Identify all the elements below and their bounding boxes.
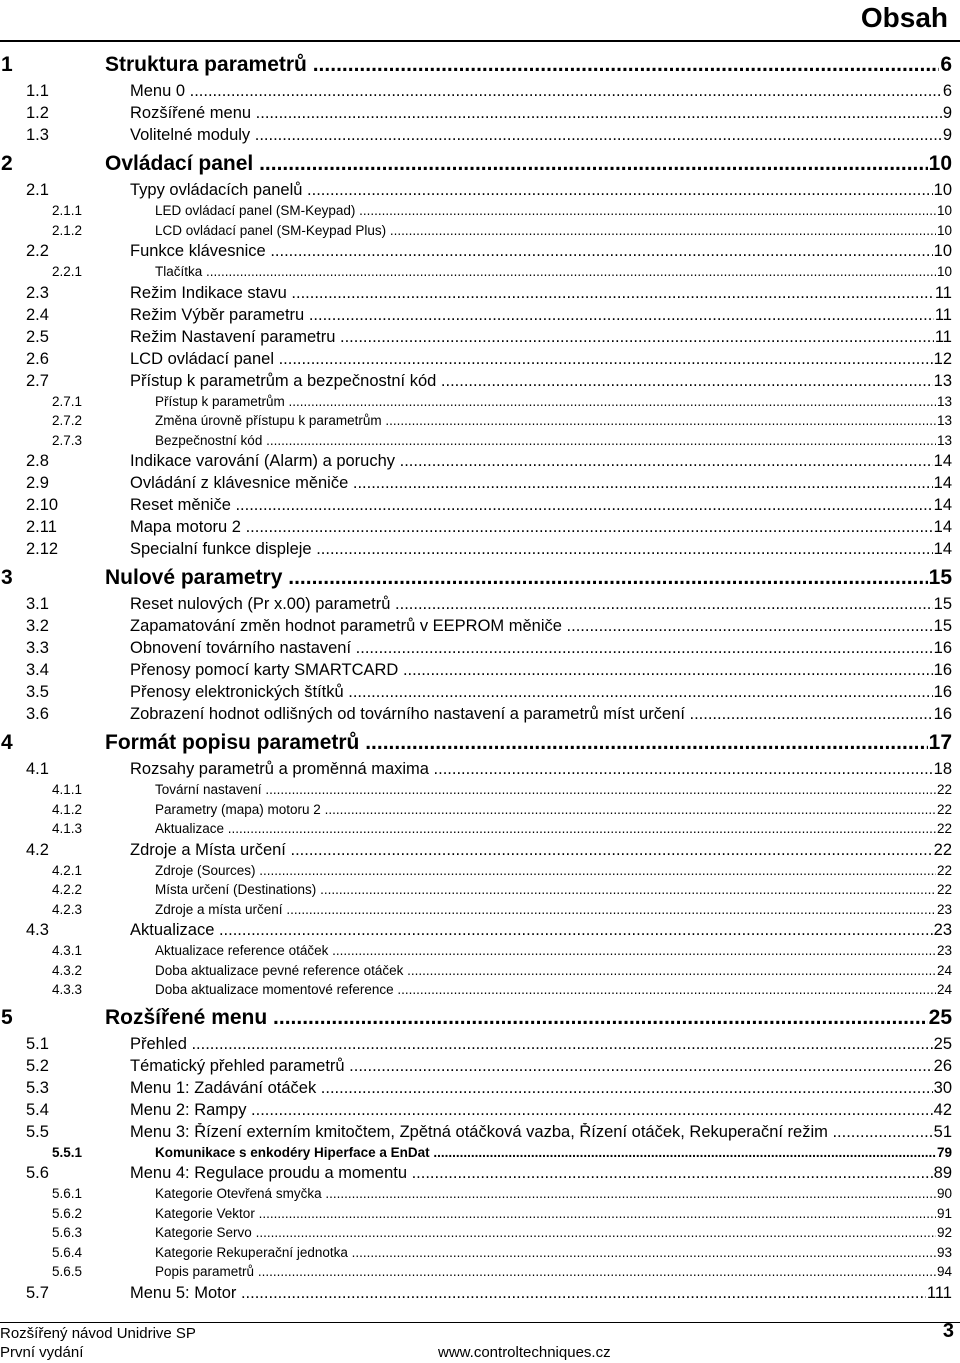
toc-entry-page: 10 (936, 203, 952, 218)
toc-entry[interactable] (0, 1264, 960, 1284)
toc-entry-title: Nulové parametry ..... (105, 566, 928, 590)
toc-entry-title: Režim Indikace stavu ..... (130, 284, 934, 303)
toc-entry-number: 5.6.1 (52, 1186, 83, 1201)
toc-entry-page: 14 (933, 496, 952, 514)
toc-entry-page: 51 (933, 1122, 952, 1141)
toc-entry-number: 3.6 (26, 705, 49, 723)
toc-entry-number: 4.1.2 (52, 801, 83, 817)
toc-entry-page: 13 (936, 413, 952, 428)
toc-entry-title: Popis parametrů ..... (155, 1264, 936, 1279)
toc-entry-number: 5.6.5 (52, 1264, 83, 1279)
toc-entry-page: 10 (933, 242, 952, 260)
toc-entry-title: Zdroje a Místa určení ..... (130, 841, 933, 860)
toc-entry-page: 79 (936, 1144, 952, 1160)
toc-entry-title: Struktura parametrů ..... (105, 53, 939, 77)
manual-name: Rozšířený návod Unidrive SP (0, 1325, 196, 1342)
toc-entry-title: Zdroje a místa určení ..... (155, 902, 936, 917)
toc-entry-title: Funkce klávesnice ..... (130, 242, 933, 261)
toc-entry-number: 2.7 (26, 371, 49, 390)
toc-entry-number: 2 (1, 152, 13, 175)
toc-entry[interactable] (0, 1284, 960, 1306)
toc-entry[interactable] (0, 1164, 960, 1186)
toc-entry-page: 11 (934, 283, 952, 302)
toc-entry-page: 11 (934, 327, 952, 346)
toc-entry-title: Režim Nastavení parametru ..... (130, 328, 934, 347)
toc-entry[interactable] (0, 223, 960, 243)
toc-entry-title: Přenosy pomocí karty SMARTCARD ..... (130, 661, 933, 680)
toc-entry[interactable] (0, 413, 960, 433)
toc-entry[interactable] (0, 350, 960, 372)
toc-entry[interactable] (0, 1123, 960, 1145)
toc-entry-number: 2.1.2 (52, 222, 83, 238)
toc-entry-title: Aktualizace ..... (155, 821, 936, 836)
toc-entry[interactable] (0, 284, 960, 306)
edition-label: První vydání (0, 1344, 84, 1361)
toc-entry-number: 5.6 (26, 1164, 49, 1182)
toc-entry-page: 25 (928, 1005, 952, 1029)
toc-entry[interactable] (0, 152, 960, 181)
toc-entry-number: 5.2 (26, 1056, 49, 1075)
toc-entry-title: Menu 4: Regulace proudu a momentu ..... (130, 1164, 933, 1183)
toc-entry-page: 23 (936, 901, 952, 917)
toc-entry-number: 5.6.4 (52, 1244, 83, 1260)
toc-entry[interactable] (0, 452, 960, 474)
toc-entry-title: Tématický přehled parametrů ..... (130, 1057, 933, 1076)
footer-divider (0, 1322, 960, 1323)
toc-entry-title: Menu 1: Zadávání otáček ..... (130, 1079, 933, 1098)
toc-entry-title: Tlačítka ..... (155, 264, 936, 279)
toc-entry-page: 18 (933, 760, 952, 778)
toc-entry-title: Přístup k parametrům ..... (155, 394, 936, 409)
toc-entry-page: 9 (942, 104, 952, 122)
toc-entry-page: 91 (936, 1205, 952, 1221)
toc-entry[interactable] (0, 306, 960, 328)
toc-entry-number: 3.1 (26, 595, 49, 613)
toc-entry-number: 4.2.3 (52, 901, 83, 917)
toc-entry-title: Změna úrovně přístupu k parametrům ..... (155, 413, 936, 428)
toc-entry-page: 14 (933, 518, 952, 536)
toc-entry-number: 4.3.2 (52, 962, 83, 978)
toc-entry[interactable] (0, 639, 960, 661)
toc-entry[interactable] (0, 760, 960, 782)
toc-entry-number: 3.3 (26, 639, 49, 657)
toc-entry-page: 6 (942, 82, 952, 100)
toc-entry-page: 30 (933, 1078, 952, 1097)
toc-entry-page: 92 (936, 1225, 952, 1240)
toc-entry-page: 24 (936, 982, 952, 997)
toc-entry-page: 15 (933, 617, 952, 635)
table-of-contents (0, 53, 960, 1306)
toc-entry-number: 2.9 (26, 474, 49, 492)
toc-entry-number: 2.1.1 (52, 203, 83, 218)
toc-entry-title: Menu 0 ..... (130, 82, 942, 101)
toc-entry-title: Reset měniče ..... (130, 496, 933, 515)
toc-entry-title: Parametry (mapa) motoru 2 ..... (155, 802, 936, 817)
toc-entry-number: 2.7.1 (52, 393, 83, 409)
toc-entry-number: 2.6 (26, 349, 49, 368)
toc-entry-title: Doba aktualizace pevné reference otáček ..... (155, 963, 936, 978)
toc-entry-title: Místa určení (Destinations) ..... (155, 882, 936, 897)
toc-entry[interactable] (0, 617, 960, 639)
website-link[interactable]: www.controltechniques.cz (438, 1344, 611, 1361)
toc-entry[interactable] (0, 1035, 960, 1057)
toc-entry-page: 14 (933, 540, 952, 558)
toc-entry-title: Rozšířené menu ..... (105, 1006, 928, 1030)
toc-entry[interactable] (0, 1057, 960, 1079)
toc-entry-page: 90 (936, 1186, 952, 1201)
toc-entry[interactable] (0, 394, 960, 414)
toc-entry-page: 16 (933, 661, 952, 679)
toc-entry-number: 2.5 (26, 327, 49, 346)
toc-entry-title: Zobrazení hodnot odlišných od továrního nastavení a parametrů míst určení ..... (130, 705, 933, 724)
toc-entry-title: Komunikace s enkodéry Hiperface a EnDat ..... (155, 1145, 936, 1160)
toc-entry-page: 17 (928, 731, 952, 754)
toc-entry-title: Menu 2: Rampy ..... (130, 1101, 933, 1120)
toc-entry-page: 42 (933, 1100, 952, 1119)
toc-entry-number: 5.3 (26, 1078, 49, 1097)
toc-entry[interactable] (0, 863, 960, 883)
toc-entry-page: 22 (933, 840, 952, 859)
toc-entry-page: 14 (933, 452, 952, 470)
toc-entry-title: Aktualizace ..... (130, 921, 933, 940)
toc-entry-number: 2.10 (26, 496, 59, 514)
toc-entry-page: 22 (936, 862, 952, 878)
toc-entry[interactable] (0, 982, 960, 1002)
toc-entry-page: 23 (936, 943, 952, 958)
toc-entry[interactable] (0, 963, 960, 983)
toc-entry[interactable] (0, 731, 960, 760)
toc-entry[interactable] (0, 540, 960, 562)
toc-entry-title: Formát popisu parametrů ..... (105, 731, 928, 755)
toc-entry[interactable] (0, 203, 960, 223)
toc-entry-title: Ovládací panel ..... (105, 152, 928, 176)
toc-entry-number: 2.2.1 (52, 264, 83, 279)
toc-entry-page: 13 (936, 393, 952, 409)
toc-entry-page: 11 (934, 305, 952, 324)
toc-entry-number: 1.3 (26, 126, 49, 144)
toc-entry-title: Menu 3: Řízení externím kmitočtem, Zpětná otáčková vazba, Řízení otáček, Rekuperační režim ..... (130, 1123, 933, 1142)
toc-entry[interactable] (0, 1079, 960, 1101)
toc-entry-number: 4.2.2 (52, 882, 83, 897)
toc-entry-number: 5.6.3 (52, 1225, 83, 1240)
toc-entry-page: 111 (926, 1283, 952, 1302)
toc-entry[interactable] (0, 882, 960, 902)
toc-entry-number: 2.11 (26, 518, 57, 536)
toc-entry[interactable] (0, 1186, 960, 1206)
toc-entry-title: LCD ovládací panel ..... (130, 350, 933, 369)
toc-entry[interactable] (0, 821, 960, 841)
toc-entry-page: 6 (940, 53, 952, 76)
toc-entry[interactable] (0, 474, 960, 496)
toc-entry-number: 5.4 (26, 1100, 49, 1119)
toc-entry-page: 22 (936, 782, 952, 797)
toc-entry-number: 3 (1, 566, 13, 589)
toc-entry[interactable] (0, 1101, 960, 1123)
toc-entry[interactable] (0, 496, 960, 518)
toc-entry-title: Specialní funkce displeje ..... (130, 540, 933, 559)
toc-entry-title: Doba aktualizace momentové reference ..... (155, 982, 936, 997)
toc-entry[interactable] (0, 242, 960, 264)
toc-entry-number: 4.2 (26, 840, 49, 859)
toc-entry[interactable] (0, 921, 960, 943)
toc-entry-title: Indikace varování (Alarm) a poruchy ..... (130, 452, 933, 471)
toc-entry-number: 2.8 (26, 452, 49, 470)
toc-entry-page: 14 (933, 474, 952, 492)
toc-entry-number: 4.1 (26, 760, 49, 778)
toc-entry[interactable] (0, 683, 960, 705)
toc-entry-page: 93 (936, 1244, 952, 1260)
toc-entry-title: Režim Výběr parametru ..... (130, 306, 934, 325)
toc-entry-number: 5.5.1 (52, 1144, 83, 1160)
toc-entry-page: 10 (936, 264, 952, 279)
toc-entry[interactable] (0, 705, 960, 727)
toc-entry[interactable] (0, 264, 960, 284)
toc-entry[interactable] (0, 82, 960, 104)
toc-entry[interactable] (0, 53, 960, 82)
toc-entry-number: 5.6.2 (52, 1205, 83, 1221)
toc-entry-title: Obnovení továrního nastavení ..... (130, 639, 933, 658)
toc-entry-page: 94 (936, 1264, 952, 1279)
toc-entry-title: Přenosy elektronických štítků ..... (130, 683, 933, 702)
toc-entry-page: 10 (936, 222, 952, 238)
toc-entry-page: 9 (942, 126, 952, 144)
toc-entry-number: 2.7.3 (52, 432, 83, 448)
toc-entry[interactable] (0, 518, 960, 540)
toc-entry-title: Kategorie Otevřená smyčka ..... (155, 1186, 936, 1201)
toc-entry-page: 16 (933, 683, 952, 701)
toc-entry-number: 2.4 (26, 305, 49, 324)
toc-entry-title: Přístup k parametrům a bezpečnostní kód ..... (130, 372, 933, 391)
toc-entry[interactable] (0, 661, 960, 683)
toc-entry-number: 1.2 (26, 104, 49, 122)
toc-entry-title: Přehled ..... (130, 1035, 933, 1054)
toc-entry-page: 10 (928, 152, 952, 175)
toc-entry[interactable] (0, 841, 960, 863)
title-divider (0, 40, 960, 42)
toc-entry-number: 4.3 (26, 921, 49, 939)
toc-entry-page: 24 (936, 962, 952, 978)
toc-entry-number: 4 (1, 731, 13, 754)
toc-entry[interactable] (0, 1006, 960, 1035)
toc-entry-title: Kategorie Servo ..... (155, 1225, 936, 1240)
toc-entry-number: 5.1 (26, 1034, 49, 1053)
toc-entry-number: 2.1 (26, 181, 49, 199)
toc-entry-page: 16 (933, 705, 952, 723)
toc-entry-page: 15 (928, 566, 952, 589)
toc-entry[interactable] (0, 1145, 960, 1165)
toc-entry-page: 13 (933, 371, 952, 390)
toc-entry[interactable] (0, 126, 960, 148)
toc-entry-title: Menu 5: Motor ..... (130, 1284, 926, 1303)
toc-entry-page: 13 (936, 432, 952, 448)
toc-entry-title: Rozsahy parametrů a proměnná maxima ..... (130, 760, 933, 779)
toc-entry[interactable] (0, 433, 960, 453)
toc-entry-title: LED ovládací panel (SM-Keypad) ..... (155, 203, 936, 218)
toc-entry[interactable] (0, 595, 960, 617)
page-number: 3 (942, 1320, 954, 1342)
toc-entry-page: 16 (933, 639, 952, 657)
toc-entry[interactable] (0, 372, 960, 394)
toc-entry-title: Rozšířené menu ..... (130, 104, 942, 123)
toc-entry-number: 2.3 (26, 283, 49, 302)
toc-entry-number: 5.7 (26, 1283, 49, 1302)
toc-entry[interactable] (0, 1206, 960, 1226)
toc-entry[interactable] (0, 566, 960, 595)
toc-entry-number: 2.12 (26, 540, 59, 558)
toc-entry-number: 3.2 (26, 617, 49, 635)
toc-entry-number: 4.1.1 (52, 782, 83, 797)
toc-entry-page: 22 (936, 882, 952, 897)
toc-entry-number: 4.1.3 (52, 821, 83, 836)
toc-entry-title: Aktualizace reference otáček ..... (155, 943, 936, 958)
toc-entry-page: 12 (933, 349, 952, 368)
toc-entry-page: 23 (933, 921, 952, 939)
toc-entry[interactable] (0, 802, 960, 822)
toc-entry[interactable] (0, 1225, 960, 1245)
toc-entry-page: 26 (933, 1056, 952, 1075)
toc-entry-title: Ovládání z klávesnice měniče ..... (130, 474, 933, 493)
toc-entry-page: 10 (933, 181, 952, 199)
toc-entry[interactable] (0, 782, 960, 802)
toc-entry[interactable] (0, 1245, 960, 1265)
toc-entry-number: 4.3.3 (52, 982, 83, 997)
toc-entry[interactable] (0, 943, 960, 963)
toc-entry-title: Tovární nastavení ..... (155, 782, 936, 797)
toc-entry[interactable] (0, 328, 960, 350)
toc-entry-number: 3.5 (26, 683, 49, 701)
toc-entry-number: 2.7.2 (52, 413, 83, 428)
page-title: Obsah (860, 2, 948, 33)
toc-entry-title: Reset nulových (Pr x.00) parametrů ..... (130, 595, 933, 614)
toc-entry-title: Mapa motoru 2 ..... (130, 518, 933, 537)
toc-entry-title: Kategorie Rekuperační jednotka ..... (155, 1245, 936, 1260)
toc-entry[interactable] (0, 902, 960, 922)
toc-entry[interactable] (0, 181, 960, 203)
toc-entry-page: 22 (936, 801, 952, 817)
toc-entry-number: 3.4 (26, 661, 49, 679)
toc-entry-title: Kategorie Vektor ..... (155, 1206, 936, 1221)
toc-entry-title: Typy ovládacích panelů ..... (130, 181, 933, 200)
toc-entry-number: 5.5 (26, 1122, 49, 1141)
toc-entry-title: Zapamatování změn hodnot parametrů v EEPROM měniče ..... (130, 617, 933, 636)
toc-entry-page: 25 (933, 1034, 952, 1053)
toc-entry-number: 5 (1, 1005, 13, 1029)
toc-entry-title: Bezpečnostní kód ..... (155, 433, 936, 448)
toc-entry[interactable] (0, 104, 960, 126)
toc-entry-page: 15 (933, 595, 952, 613)
toc-entry-title: Volitelné moduly ..... (130, 126, 942, 145)
toc-entry-number: 4.3.1 (52, 943, 83, 958)
toc-entry-number: 2.2 (26, 242, 49, 260)
toc-entry-page: 89 (933, 1164, 952, 1182)
toc-entry-title: Zdroje (Sources) ..... (155, 863, 936, 878)
toc-entry-page: 22 (936, 821, 952, 836)
toc-entry-number: 1 (1, 53, 13, 76)
toc-entry-number: 4.2.1 (52, 862, 83, 878)
toc-entry-number: 1.1 (26, 82, 49, 100)
toc-entry-title: LCD ovládací panel (SM-Keypad Plus) ..... (155, 223, 936, 238)
